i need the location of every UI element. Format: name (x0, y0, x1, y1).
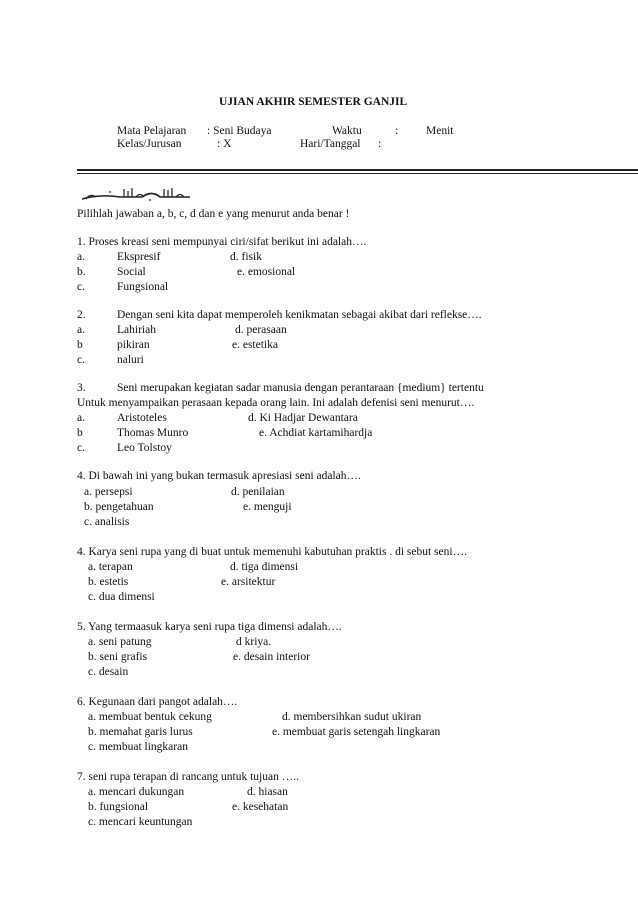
q4-option-b: b. pengetahuan (84, 501, 154, 513)
q7-option-c: c. membuat lingkaran (88, 741, 188, 753)
q2-a-letter: a. (77, 324, 85, 336)
q6-option-b: b. seni grafis (88, 651, 148, 663)
q8-option-a: a. mencari dukungan (88, 786, 185, 798)
time-label: Waktu (332, 125, 362, 137)
q2-number: 2. (77, 309, 86, 321)
q3-a-letter: a. (77, 412, 85, 424)
basmalah-calligraphy-icon (80, 184, 192, 204)
q3-option-c: Leo Tolstoy (117, 442, 172, 454)
q7-stem: 6. Kegunaan dari pangot adalah…. (77, 696, 238, 708)
class-value: : X (217, 138, 232, 150)
q5-option-e: e. arsitektur (221, 576, 276, 588)
q6-option-c: c. desain (88, 666, 129, 678)
date-colon: : (378, 138, 382, 150)
q8-option-d: d. hiasan (247, 786, 288, 798)
q6-stem: 5. Yang termaasuk karya seni rupa tiga dimensi adalah…. (77, 621, 342, 633)
q7-option-b: b. memahat garis lurus (88, 726, 193, 738)
instruction-text: Pilihlah jawaban a, b, c, d dan e yang menurut anda benar ! (77, 208, 350, 220)
q6-option-a: a. seni patung (88, 636, 152, 648)
q1-c-letter: c. (77, 281, 85, 293)
q3-c-letter: c. (77, 442, 85, 454)
time-unit: Menit (426, 125, 454, 137)
q2-option-c: naluri (117, 354, 144, 366)
q8-option-c: c. mencari keuntungan (88, 816, 193, 828)
q8-stem: 7. seni rupa terapan di rancang untuk tujuan ….. (77, 771, 299, 783)
q3-stem-line2: Untuk menyampaikan perasaan kepada orang lain. Ini adalah defenisi seni menurut…. (77, 397, 475, 409)
q6-option-e: e. desain interior (233, 651, 310, 663)
q5-stem: 4. Karya seni rupa yang di buat untuk memenuhi kabutuhan praktis . di sebut seni…. (77, 546, 467, 558)
q3-number: 3. (77, 382, 86, 394)
q2-option-b: pikiran (117, 339, 150, 351)
q5-option-c: c. dua dimensi (88, 591, 155, 603)
q3-option-d: d. Ki Hadjar Dewantara (248, 412, 358, 424)
class-label: Kelas/Jurusan (117, 138, 182, 150)
subject-label: Mata Pelajaran (117, 125, 187, 137)
q1-option-e: e. emosional (237, 266, 296, 278)
exam-title: UJIAN AKHIR SEMESTER GANJIL (219, 96, 408, 108)
q3-b-letter: b (77, 427, 83, 439)
q7-option-d: d. membersihkan sudut ukiran (282, 711, 422, 723)
q2-stem: Dengan seni kita dapat memperoleh kenikmatan sebagai akibat dari reflekse…. (117, 309, 482, 321)
q6-option-d: d kriya. (236, 636, 272, 648)
q8-option-b: b. fungsional (88, 801, 149, 813)
q3-stem-line1: Seni merupakan kegiatan sadar manusia dengan perantaraan {medium} tertentu (117, 382, 484, 394)
q1-option-a: Ekspresif (117, 251, 161, 263)
q4-option-c: c. analisis (84, 516, 130, 528)
q1-b-letter: b. (77, 266, 86, 278)
header-divider (77, 169, 638, 171)
q3-option-e: e. Achdiat kartamihardja (259, 427, 373, 439)
q2-option-e: e. estetika (232, 339, 278, 351)
q2-b-letter: b (77, 339, 83, 351)
q8-option-e: e. kesehatan (232, 801, 289, 813)
q2-option-a: Lahiriah (117, 324, 156, 336)
q4-stem: 4. Di bawah ini yang bukan termasuk apresiasi seni adalah…. (77, 470, 361, 482)
q1-option-b: Social (117, 266, 146, 278)
subject-value: : Seni Budaya (207, 125, 272, 137)
q4-option-a: a. persepsi (84, 486, 133, 498)
q7-option-e: e. membuat garis setengah lingkaran (272, 726, 441, 738)
q3-option-a: Aristoteles (117, 412, 167, 424)
q2-c-letter: c. (77, 354, 85, 366)
q4-option-e: e. menguji (243, 501, 292, 513)
q1-a-letter: a. (77, 251, 85, 263)
q1-option-d: d. fisik (230, 251, 262, 263)
q5-option-a: a. terapan (88, 561, 133, 573)
q7-option-a: a. membuat bentuk cekung (88, 711, 212, 723)
q3-option-b: Thomas Munro (117, 427, 189, 439)
q2-option-d: d. perasaan (235, 324, 287, 336)
q1-option-c: Fungsional (117, 281, 169, 293)
q4-option-d: d. penilaian (231, 486, 285, 498)
q5-option-d: d. tiga dimensi (230, 561, 299, 573)
q5-option-b: b. estetis (88, 576, 129, 588)
q1-stem: 1. Proses kreasi seni mempunyai ciri/sifat berikut ini adalah…. (77, 236, 367, 248)
date-label: Hari/Tanggal (300, 138, 361, 150)
header-divider-thin (77, 173, 638, 174)
time-colon: : (395, 125, 399, 137)
